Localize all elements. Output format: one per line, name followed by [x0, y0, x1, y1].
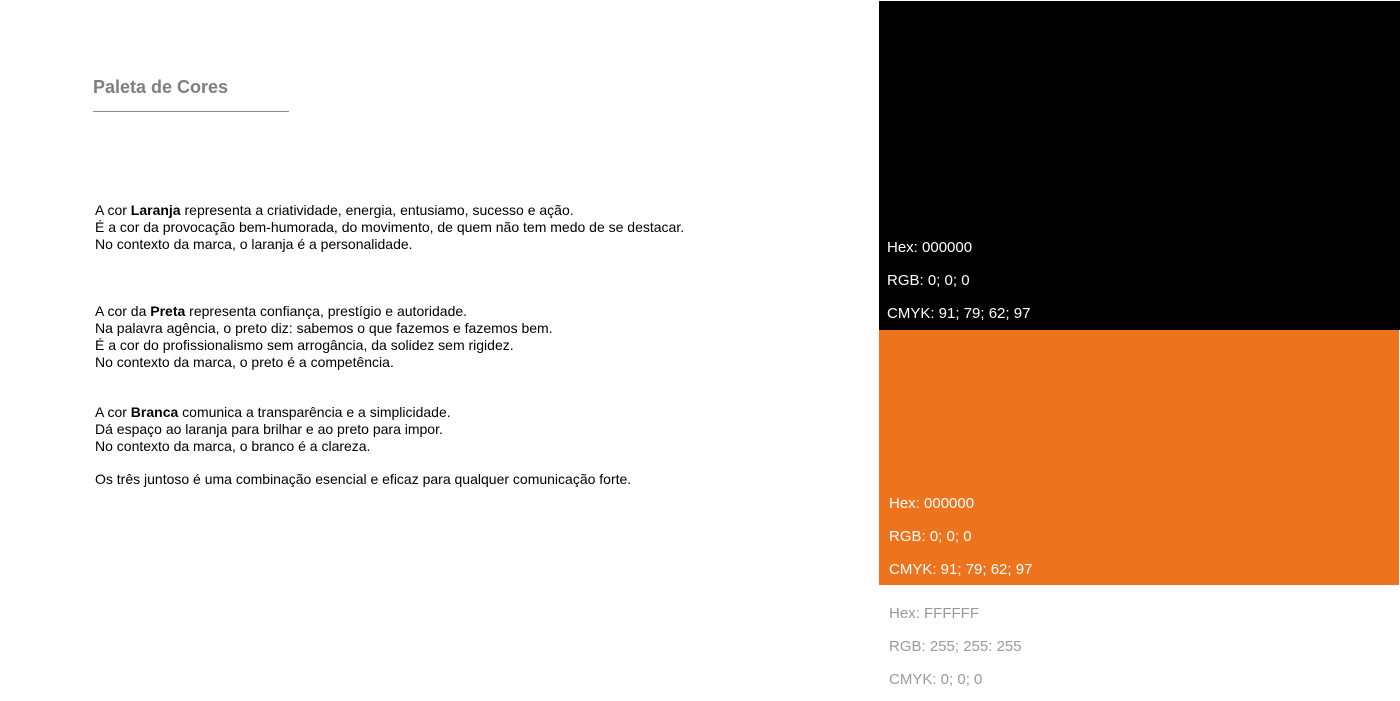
paragraph-preta: [95, 303, 795, 371]
paragraph-branca: [95, 404, 795, 455]
branca-color-name: Branca: [130, 404, 179, 420]
preta-line-1: A cor da Preta representa confiança, prestígio e autoridade.: [95, 303, 468, 319]
orange-cmyk-label: CMYK: 91; 79; 62; 97: [889, 561, 1033, 578]
laranja-color-name: Laranja: [130, 202, 181, 218]
black-hex-label: Hex: 000000: [887, 239, 973, 256]
preta-line-4: No contexto da marca, o preto é a competência.: [95, 354, 394, 370]
orange-hex-label: Hex: 000000: [889, 495, 975, 512]
branca-line-2: Dá espaço ao laranja para brilhar e ao preto para impor.: [95, 421, 443, 437]
white-hex-label: Hex: FFFFFF: [889, 605, 979, 622]
white-rgb-label: RGB: 255; 255: 255: [889, 638, 1022, 655]
black-cmyk-label: CMYK: 91; 79; 62; 97: [887, 305, 1031, 322]
preta-line-2: Na palavra agência, o preto diz: sabemos o que fazemos e fazemos bem.: [95, 320, 553, 336]
page-title: Paleta de Cores: [93, 77, 229, 97]
conclusao-line: Os três juntoso é uma combinação esencial e eficaz para qualquer comunicação forte.: [95, 471, 632, 487]
laranja-line-1: A cor Laranja representa a criatividade, energia, entusiamo, sucesso e ação.: [95, 202, 574, 218]
preta-line-3: É a cor do profissionalismo sem arrogância, da solidez sem rigidez.: [95, 337, 514, 353]
laranja-line-2: É a cor da provocação bem-humorada, do movimento, de quem não tem medo de se destacar.: [95, 219, 685, 235]
paragraph-laranja: [95, 202, 795, 253]
swatch-white: [879, 585, 1400, 701]
laranja-line-3: No contexto da marca, o laranja é a personalidade.: [95, 236, 413, 252]
preta-color-name: Preta: [150, 303, 186, 319]
swatch-black: [879, 1, 1400, 330]
orange-rgb-label: RGB: 0; 0; 0: [889, 528, 972, 545]
paragraph-conclusao: [95, 471, 795, 488]
black-rgb-label: RGB: 0; 0; 0: [887, 272, 970, 289]
title-divider: [93, 111, 289, 112]
white-cmyk-label: CMYK: 0; 0; 0: [889, 671, 983, 688]
branca-line-3: No contexto da marca, o branco é a clareza.: [95, 438, 371, 454]
branca-line-1: A cor Branca comunica a transparência e a simplicidade.: [95, 404, 451, 420]
swatch-orange: [879, 330, 1399, 585]
